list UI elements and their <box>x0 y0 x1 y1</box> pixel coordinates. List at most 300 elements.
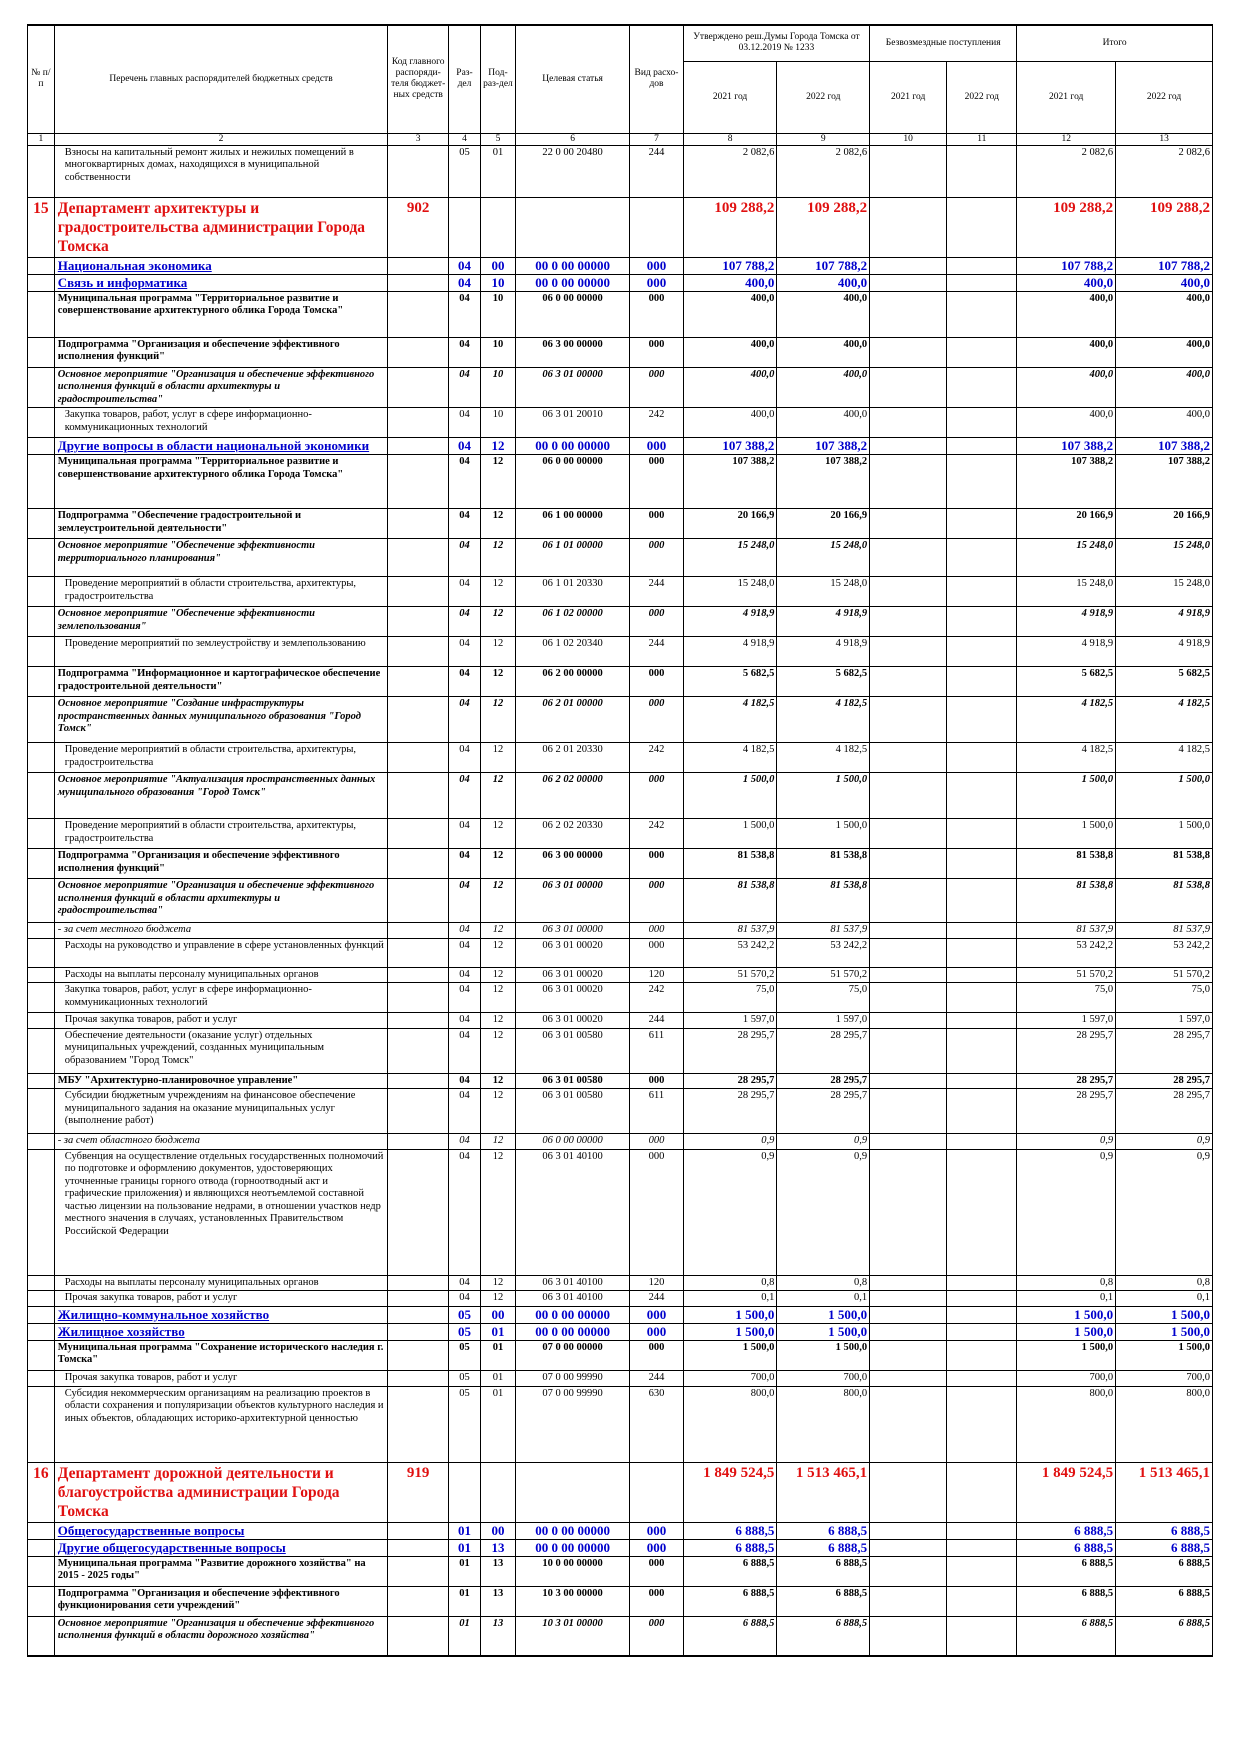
table-row <box>28 1089 1213 1134</box>
item-name: Обеспечение деятельности (оказание услуг) отдельных муниципальных учреждений, созданных муниципальным образованием "Город Томск" <box>54 1028 388 1073</box>
free-receipts-2022 <box>947 938 1017 967</box>
budget-code <box>388 1275 449 1291</box>
free-receipts-2022 <box>947 1275 1017 1291</box>
approved-2022: 28 295,7 <box>777 1028 870 1073</box>
total-2022: 4 918,9 <box>1116 637 1213 667</box>
expense-type: 611 <box>630 1028 684 1073</box>
expense-type: 000 <box>630 773 684 819</box>
item-name: Департамент архитектуры и градостроительства администрации Города Томска <box>54 197 388 257</box>
approved-2022: 15 248,0 <box>777 539 870 577</box>
free-receipts-2022 <box>947 1291 1017 1307</box>
item-name: Муниципальная программа "Территориальное развитие и совершенствование архитектурного облика Города Томска" <box>54 455 388 509</box>
razdel-code: 05 <box>449 145 481 197</box>
expense-type: 000 <box>630 1134 684 1150</box>
razdel-code: 01 <box>449 1616 481 1656</box>
target-article: 10 3 00 00000 <box>515 1586 629 1616</box>
podrazdel-code: 12 <box>480 539 515 577</box>
approved-2021: 1 500,0 <box>683 773 777 819</box>
expense-type: 244 <box>630 637 684 667</box>
col-total-header: Итого <box>1017 25 1213 61</box>
free-receipts-2021 <box>870 983 947 1013</box>
budget-code <box>388 509 449 539</box>
razdel-code: 04 <box>449 1028 481 1073</box>
item-name: Проведение мероприятий в области строительства, архитектуры, градостроительства <box>54 577 388 607</box>
item-name: Департамент дорожной деятельности и благоустройства администрации Города Томска <box>54 1462 388 1522</box>
expense-type: 000 <box>630 1149 684 1275</box>
podrazdel-code: 12 <box>480 773 515 819</box>
approved-2021: 107 788,2 <box>683 257 777 274</box>
budget-table <box>27 24 1213 1657</box>
table-row <box>28 539 1213 577</box>
column-number: 3 <box>388 133 449 145</box>
table-row <box>28 938 1213 967</box>
razdel-code: 01 <box>449 1522 481 1539</box>
podrazdel-code: 00 <box>480 1522 515 1539</box>
free-receipts-2021 <box>870 1323 947 1340</box>
table-row <box>28 145 1213 197</box>
table-row <box>28 1386 1213 1462</box>
total-2022: 15 248,0 <box>1116 539 1213 577</box>
table-row <box>28 1073 1213 1089</box>
col-name-header: Перечень главных распорядителей бюджетных средств <box>54 25 388 133</box>
podrazdel-code: 12 <box>480 1149 515 1275</box>
free-receipts-2022 <box>947 438 1017 455</box>
table-body <box>28 145 1213 1656</box>
item-name: Прочая закупка товаров, работ и услуг <box>54 1013 388 1029</box>
row-number <box>28 1616 55 1656</box>
table-row <box>28 1556 1213 1586</box>
free-receipts-2021 <box>870 1291 947 1307</box>
approved-2021: 1 849 524,5 <box>683 1462 777 1522</box>
budget-code <box>388 819 449 849</box>
table-row <box>28 1323 1213 1340</box>
free-receipts-2022 <box>947 819 1017 849</box>
approved-2022: 400,0 <box>777 337 870 367</box>
expense-type: 244 <box>630 1013 684 1029</box>
podrazdel-code: 00 <box>480 1306 515 1323</box>
col-approved-header: Утверждено реш.Думы Города Томска от 03.12.2019 № 1233 <box>683 25 869 61</box>
target-article: 10 0 00 00000 <box>515 1556 629 1586</box>
table-row <box>28 1539 1213 1556</box>
podrazdel-code: 12 <box>480 577 515 607</box>
podrazdel-code: 12 <box>480 509 515 539</box>
column-numbers-row <box>28 133 1213 145</box>
row-number <box>28 773 55 819</box>
free-receipts-2021 <box>870 197 947 257</box>
razdel-code: 05 <box>449 1306 481 1323</box>
row-number <box>28 1149 55 1275</box>
approved-2022: 400,0 <box>777 408 870 438</box>
free-receipts-2022 <box>947 291 1017 337</box>
approved-2021: 400,0 <box>683 367 777 408</box>
approved-2022: 1 500,0 <box>777 773 870 819</box>
approved-2021: 107 388,2 <box>683 455 777 509</box>
approved-2022: 4 918,9 <box>777 637 870 667</box>
expense-type: 000 <box>630 697 684 743</box>
total-2022: 0,1 <box>1116 1291 1213 1307</box>
razdel-code: 04 <box>449 455 481 509</box>
free-receipts-2021 <box>870 1462 947 1522</box>
total-2022: 81 538,8 <box>1116 849 1213 879</box>
row-number <box>28 923 55 939</box>
free-receipts-2022 <box>947 1386 1017 1462</box>
free-receipts-2022 <box>947 697 1017 743</box>
free-receipts-2021 <box>870 923 947 939</box>
target-article: 06 1 01 00000 <box>515 539 629 577</box>
budget-code <box>388 1089 449 1134</box>
table-row <box>28 697 1213 743</box>
razdel-code: 04 <box>449 773 481 819</box>
row-number <box>28 1089 55 1134</box>
total-2021: 1 597,0 <box>1017 1013 1116 1029</box>
row-number <box>28 967 55 983</box>
total-2021: 4 918,9 <box>1017 607 1116 637</box>
col-code-header: Код главного распоряди-теля бюджет-ных средств <box>388 25 449 133</box>
free-receipts-2021 <box>870 637 947 667</box>
free-receipts-2022 <box>947 274 1017 291</box>
approved-2021: 400,0 <box>683 291 777 337</box>
target-article: 06 2 02 00000 <box>515 773 629 819</box>
total-2021: 28 295,7 <box>1017 1089 1116 1134</box>
free-receipts-2022 <box>947 607 1017 637</box>
column-number: 4 <box>449 133 481 145</box>
row-number <box>28 938 55 967</box>
approved-2022: 107 388,2 <box>777 438 870 455</box>
column-number: 1 <box>28 133 55 145</box>
free-receipts-2022 <box>947 577 1017 607</box>
column-number: 2 <box>54 133 388 145</box>
expense-type: 242 <box>630 819 684 849</box>
total-2021: 75,0 <box>1017 983 1116 1013</box>
target-article: 06 3 01 00580 <box>515 1089 629 1134</box>
free-receipts-2022 <box>947 1089 1017 1134</box>
budget-code <box>388 455 449 509</box>
total-2021: 6 888,5 <box>1017 1556 1116 1586</box>
target-article <box>515 1462 629 1522</box>
total-2022: 51 570,2 <box>1116 967 1213 983</box>
budget-code <box>388 607 449 637</box>
total-2022: 4 918,9 <box>1116 607 1213 637</box>
row-number <box>28 455 55 509</box>
item-name: Субсидия некоммерческим организациям на реализацию проектов в области сохранения и популяризации объектов культурного наследия и иных объектов, обладающих историко-архитектурной ценностью <box>54 1386 388 1462</box>
total-2021: 400,0 <box>1017 337 1116 367</box>
total-2021: 2 082,6 <box>1017 145 1116 197</box>
total-2021: 6 888,5 <box>1017 1539 1116 1556</box>
approved-2022: 400,0 <box>777 274 870 291</box>
row-number <box>28 1386 55 1462</box>
approved-2021: 20 166,9 <box>683 509 777 539</box>
approved-2022: 107 788,2 <box>777 257 870 274</box>
razdel-code: 04 <box>449 667 481 697</box>
free-receipts-2022 <box>947 337 1017 367</box>
budget-code <box>388 743 449 773</box>
free-2021-header: 2021 год <box>870 61 947 133</box>
free-receipts-2022 <box>947 1073 1017 1089</box>
row-number <box>28 274 55 291</box>
total-2022: 6 888,5 <box>1116 1586 1213 1616</box>
budget-code <box>388 1134 449 1150</box>
total-2022: 28 295,7 <box>1116 1028 1213 1073</box>
expense-type: 000 <box>630 1340 684 1370</box>
razdel-code: 04 <box>449 849 481 879</box>
total-2022: 0,8 <box>1116 1275 1213 1291</box>
free-receipts-2022 <box>947 983 1017 1013</box>
budget-code <box>388 274 449 291</box>
total-2022: 6 888,5 <box>1116 1522 1213 1539</box>
table-row <box>28 337 1213 367</box>
razdel-code: 04 <box>449 1089 481 1134</box>
podrazdel-code: 12 <box>480 849 515 879</box>
expense-type: 244 <box>630 145 684 197</box>
approved-2022: 81 538,8 <box>777 879 870 923</box>
row-number <box>28 819 55 849</box>
item-name: МБУ "Архитектурно-планировочное управление" <box>54 1073 388 1089</box>
target-article: 06 3 01 40100 <box>515 1149 629 1275</box>
approved-2022: 400,0 <box>777 367 870 408</box>
approved-2021: 700,0 <box>683 1370 777 1386</box>
total-2022: 107 388,2 <box>1116 438 1213 455</box>
item-name: Жилищно-коммунальное хозяйство <box>54 1306 388 1323</box>
budget-code <box>388 1522 449 1539</box>
approved-2022: 0,9 <box>777 1149 870 1275</box>
total-2022: 15 248,0 <box>1116 577 1213 607</box>
target-article: 06 2 01 00000 <box>515 697 629 743</box>
approved-2021: 1 500,0 <box>683 1323 777 1340</box>
approved-2021: 53 242,2 <box>683 938 777 967</box>
free-receipts-2022 <box>947 1462 1017 1522</box>
target-article: 06 1 01 20330 <box>515 577 629 607</box>
podrazdel-code: 12 <box>480 438 515 455</box>
expense-type: 000 <box>630 274 684 291</box>
budget-code <box>388 1149 449 1275</box>
table-row <box>28 1291 1213 1307</box>
total-2021: 4 182,5 <box>1017 697 1116 743</box>
approved-2021: 1 500,0 <box>683 819 777 849</box>
col-vid-header: Вид расхо-дов <box>630 25 684 133</box>
budget-code <box>388 438 449 455</box>
approved-2022: 700,0 <box>777 1370 870 1386</box>
row-number <box>28 1323 55 1340</box>
approved-2021: 51 570,2 <box>683 967 777 983</box>
row-number <box>28 983 55 1013</box>
target-article: 06 1 02 20340 <box>515 637 629 667</box>
budget-code <box>388 1370 449 1386</box>
target-article: 06 3 00 00000 <box>515 849 629 879</box>
table-row <box>28 983 1213 1013</box>
item-name: Субвенция на осуществление отдельных государственных полномочий по подготовке и оформлению документов, удостоверяющих уточненные границы горного отвода (горноотводный акт и графические приложения) и являющихся неотъемлемой составной частью лицензии на пользование недрами, в отношении участков недр местного значения в случаях, установленных Правительством Российской Федерации <box>54 1149 388 1275</box>
col-target-header: Целевая статья <box>515 25 629 133</box>
item-name: Расходы на выплаты персоналу муниципальных органов <box>54 1275 388 1291</box>
free-receipts-2022 <box>947 773 1017 819</box>
razdel-code: 04 <box>449 879 481 923</box>
total-2022: 400,0 <box>1116 408 1213 438</box>
table-row <box>28 773 1213 819</box>
razdel-code: 01 <box>449 1586 481 1616</box>
total-2021: 1 849 524,5 <box>1017 1462 1116 1522</box>
approved-2021: 0,8 <box>683 1275 777 1291</box>
expense-type: 000 <box>630 1073 684 1089</box>
item-name: Общегосударственные вопросы <box>54 1522 388 1539</box>
expense-type: 000 <box>630 607 684 637</box>
budget-code <box>388 1013 449 1029</box>
target-article: 06 3 01 20010 <box>515 408 629 438</box>
expense-type: 000 <box>630 337 684 367</box>
total-2021: 28 295,7 <box>1017 1073 1116 1089</box>
podrazdel-code: 12 <box>480 637 515 667</box>
total-2022: 400,0 <box>1116 367 1213 408</box>
total-2022: 6 888,5 <box>1116 1556 1213 1586</box>
free-receipts-2021 <box>870 577 947 607</box>
table-row <box>28 1340 1213 1370</box>
item-name: Национальная экономика <box>54 257 388 274</box>
item-name: Основное мероприятие "Организация и обеспечение эффективного исполнения функций в области дорожного хозяйства" <box>54 1616 388 1656</box>
target-article: 00 0 00 00000 <box>515 1306 629 1323</box>
approved-2022: 0,8 <box>777 1275 870 1291</box>
target-article: 06 3 01 00000 <box>515 367 629 408</box>
razdel-code: 05 <box>449 1323 481 1340</box>
item-name: - за счет местного бюджета <box>54 923 388 939</box>
target-article: 06 1 02 00000 <box>515 607 629 637</box>
podrazdel-code: 10 <box>480 337 515 367</box>
approved-2021-header: 2021 год <box>683 61 777 133</box>
budget-code <box>388 1556 449 1586</box>
expense-type: 000 <box>630 1616 684 1656</box>
approved-2022: 109 288,2 <box>777 197 870 257</box>
podrazdel-code: 01 <box>480 1386 515 1462</box>
free-receipts-2021 <box>870 1028 947 1073</box>
total-2021: 81 538,8 <box>1017 849 1116 879</box>
total-2022: 0,9 <box>1116 1149 1213 1275</box>
free-receipts-2022 <box>947 145 1017 197</box>
razdel-code: 04 <box>449 1275 481 1291</box>
free-receipts-2022 <box>947 637 1017 667</box>
total-2021: 700,0 <box>1017 1370 1116 1386</box>
podrazdel-code: 12 <box>480 607 515 637</box>
podrazdel-code: 12 <box>480 743 515 773</box>
razdel-code: 05 <box>449 1386 481 1462</box>
table-row <box>28 879 1213 923</box>
podrazdel-code: 12 <box>480 455 515 509</box>
total-2021: 1 500,0 <box>1017 819 1116 849</box>
table-row <box>28 408 1213 438</box>
item-name: Связь и информатика <box>54 274 388 291</box>
razdel-code: 04 <box>449 509 481 539</box>
row-number <box>28 1028 55 1073</box>
target-article: 00 0 00 00000 <box>515 257 629 274</box>
row-number: 15 <box>28 197 55 257</box>
total-2022: 5 682,5 <box>1116 667 1213 697</box>
approved-2022: 6 888,5 <box>777 1539 870 1556</box>
approved-2022: 81 537,9 <box>777 923 870 939</box>
total-2022: 1 500,0 <box>1116 773 1213 819</box>
podrazdel-code: 00 <box>480 257 515 274</box>
target-article: 00 0 00 00000 <box>515 1323 629 1340</box>
expense-type: 000 <box>630 1306 684 1323</box>
row-number <box>28 408 55 438</box>
budget-code <box>388 577 449 607</box>
item-name: Другие общегосударственные вопросы <box>54 1539 388 1556</box>
razdel-code: 04 <box>449 1149 481 1275</box>
item-name: Закупка товаров, работ, услуг в сфере информационно-коммуникационных технологий <box>54 983 388 1013</box>
free-receipts-2021 <box>870 274 947 291</box>
table-row <box>28 1616 1213 1656</box>
target-article: 06 3 01 40100 <box>515 1275 629 1291</box>
target-article: 06 3 01 00020 <box>515 938 629 967</box>
column-number: 13 <box>1116 133 1213 145</box>
row-number: 16 <box>28 1462 55 1522</box>
column-number: 11 <box>947 133 1017 145</box>
item-name: Проведение мероприятий по землеустройству и землепользованию <box>54 637 388 667</box>
row-number <box>28 1539 55 1556</box>
approved-2021: 1 597,0 <box>683 1013 777 1029</box>
col-razdel-header: Раз-дел <box>449 25 481 133</box>
approved-2022: 81 538,8 <box>777 849 870 879</box>
podrazdel-code: 01 <box>480 1370 515 1386</box>
free-receipts-2022 <box>947 667 1017 697</box>
item-name: Основное мероприятие "Организация и обеспечение эффективного исполнения функций в области архитектуры и градостроительства" <box>54 879 388 923</box>
expense-type: 244 <box>630 1291 684 1307</box>
target-article: 06 3 01 40100 <box>515 1291 629 1307</box>
table-row <box>28 577 1213 607</box>
target-article: 22 0 00 20480 <box>515 145 629 197</box>
item-name: Подпрограмма "Организация и обеспечение эффективного исполнения функций" <box>54 849 388 879</box>
approved-2022: 1 500,0 <box>777 1340 870 1370</box>
column-number: 10 <box>870 133 947 145</box>
target-article: 06 3 01 00580 <box>515 1028 629 1073</box>
free-receipts-2022 <box>947 1149 1017 1275</box>
budget-code <box>388 145 449 197</box>
budget-code <box>388 667 449 697</box>
free-receipts-2021 <box>870 438 947 455</box>
free-receipts-2022 <box>947 849 1017 879</box>
total-2021: 81 537,9 <box>1017 923 1116 939</box>
free-receipts-2022 <box>947 1306 1017 1323</box>
column-number: 5 <box>480 133 515 145</box>
target-article <box>515 197 629 257</box>
total-2021: 4 918,9 <box>1017 637 1116 667</box>
budget-code <box>388 1291 449 1307</box>
column-number: 7 <box>630 133 684 145</box>
free-receipts-2021 <box>870 967 947 983</box>
total-2022: 400,0 <box>1116 274 1213 291</box>
column-number: 9 <box>777 133 870 145</box>
total-2022: 1 500,0 <box>1116 819 1213 849</box>
total-2022: 1 500,0 <box>1116 1340 1213 1370</box>
item-name: Подпрограмма "Информационное и картографическое обеспечение градостроительной деятельности" <box>54 667 388 697</box>
free-receipts-2021 <box>870 697 947 743</box>
budget-code <box>388 1340 449 1370</box>
row-number <box>28 257 55 274</box>
razdel-code: 04 <box>449 408 481 438</box>
table-row <box>28 1306 1213 1323</box>
approved-2021: 0,1 <box>683 1291 777 1307</box>
total-2021: 1 500,0 <box>1017 773 1116 819</box>
target-article: 07 0 00 99990 <box>515 1370 629 1386</box>
row-number <box>28 743 55 773</box>
row-number <box>28 1291 55 1307</box>
table-row <box>28 438 1213 455</box>
podrazdel-code: 01 <box>480 1323 515 1340</box>
target-article: 00 0 00 00000 <box>515 1522 629 1539</box>
razdel-code: 04 <box>449 367 481 408</box>
approved-2021: 28 295,7 <box>683 1073 777 1089</box>
budget-code <box>388 257 449 274</box>
target-article: 06 2 01 20330 <box>515 743 629 773</box>
total-2021: 0,8 <box>1017 1275 1116 1291</box>
approved-2021: 0,9 <box>683 1149 777 1275</box>
approved-2021: 4 918,9 <box>683 637 777 667</box>
approved-2021: 75,0 <box>683 983 777 1013</box>
